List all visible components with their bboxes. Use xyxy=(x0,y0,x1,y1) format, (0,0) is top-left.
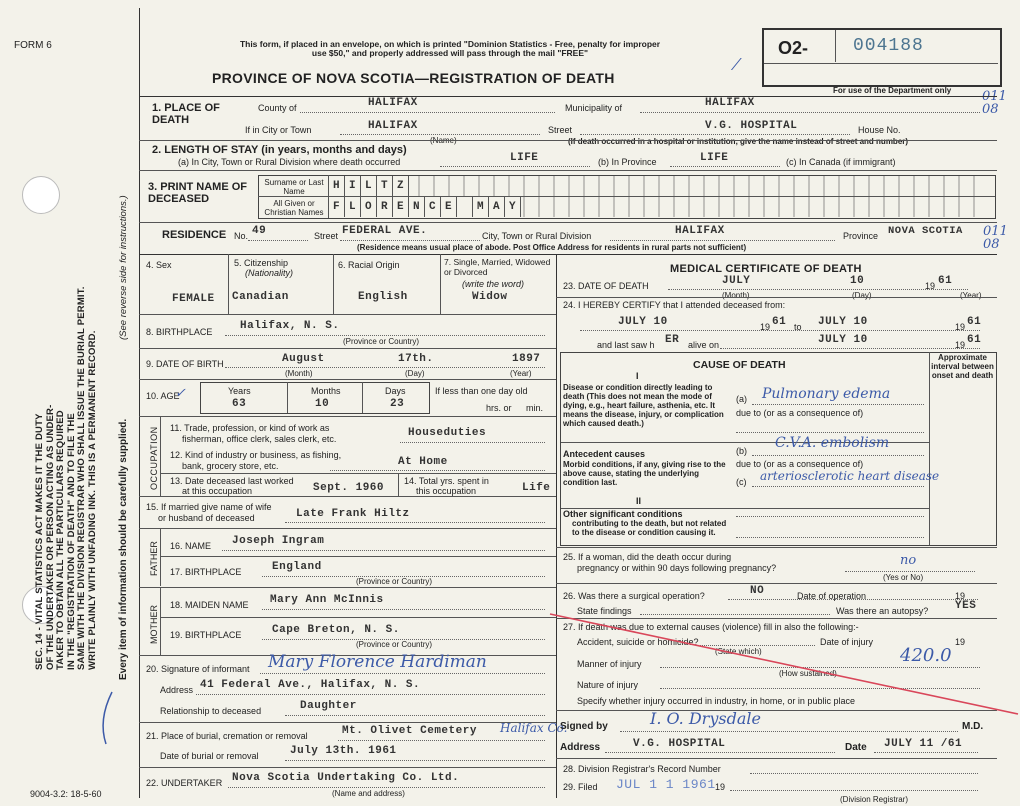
dob-year-sub: (Year) xyxy=(510,369,532,378)
min-label: min. xyxy=(526,403,544,413)
given-letter: Y xyxy=(505,197,521,217)
dept-use-label: For use of the Department only xyxy=(833,86,952,95)
q25-dots xyxy=(845,571,975,572)
reverse-side-note: (See reverse side for instructions.) xyxy=(118,195,129,340)
reg-number: 004188 xyxy=(853,36,924,56)
s2-title: 2. LENGTH OF STAY (in years, months and days) xyxy=(152,144,407,156)
days-value: 23 xyxy=(390,398,405,410)
q29-dots xyxy=(730,790,978,791)
rule-r-25 xyxy=(556,547,997,548)
q26-label: 26. Was there a surgical operation? xyxy=(563,591,705,601)
age-div2 xyxy=(362,382,363,413)
res-no-dots xyxy=(248,240,308,241)
rule-l-17 xyxy=(160,556,556,557)
burialdate-dots xyxy=(285,760,545,761)
stay-a-dots xyxy=(440,166,590,167)
given-letter: A xyxy=(489,197,505,217)
res-no-label: No. xyxy=(234,231,249,241)
street-label: Street xyxy=(548,125,573,135)
dob-year: 1897 xyxy=(512,353,541,365)
mname-label: 18. MAIDEN NAME xyxy=(170,600,249,610)
surname-letter: I xyxy=(345,176,361,196)
dod-label: 23. DATE OF DEATH xyxy=(563,281,649,291)
cause-c-value: arteriosclerotic heart disease xyxy=(760,469,940,483)
disease-label: Disease or condition directly leading to death (This does not mean the mode of dying, e.g., heart failure, asthenia, etc. It means the disease, injury, or complication which caused death.) xyxy=(563,383,724,428)
race-label: 6. Racial Origin xyxy=(338,260,400,270)
cod-title: CAUSE OF DEATH xyxy=(693,359,786,371)
street-dots xyxy=(580,134,850,135)
cit-sub: (Nationality) xyxy=(245,268,294,278)
relationship-value: Daughter xyxy=(300,700,357,712)
lastsaw-value: JULY 10 xyxy=(818,334,868,346)
sex-label: 4. Sex xyxy=(146,260,172,270)
q28-dots xyxy=(750,773,978,774)
res-no: 49 xyxy=(252,225,267,237)
city-dots xyxy=(340,134,540,135)
age-div1 xyxy=(287,382,288,413)
careful-note: Every item of information should be carefully supplied. xyxy=(118,418,129,680)
fbirth-sub: (Province or Country) xyxy=(356,577,433,586)
res-city-label: City, Town or Rural Division xyxy=(482,231,592,241)
roman-2: II xyxy=(636,496,642,506)
lastsaw-year-pre: 19 xyxy=(955,340,966,350)
form-id: FORM 6 xyxy=(14,40,52,51)
rule-l-22 xyxy=(139,767,556,768)
street-value: V.G. HOSPITAL xyxy=(705,120,798,132)
nature-label: Nature of injury xyxy=(577,680,639,690)
occ-div14 xyxy=(398,473,399,496)
undertaker-dots xyxy=(228,787,545,788)
med-title: MEDICAL CERTIFICATE OF DEATH xyxy=(670,263,862,275)
given-letter: M xyxy=(473,197,489,217)
given-letter: F xyxy=(329,197,345,217)
father-sidebar xyxy=(160,528,161,586)
birthplace-label: 8. BIRTHPLACE xyxy=(146,327,213,337)
sex-value: FEMALE xyxy=(172,293,215,305)
stay-a-value: LIFE xyxy=(510,152,539,164)
trade-value: Houseduties xyxy=(408,427,487,439)
injurydate-label: Date of injury xyxy=(820,637,874,647)
doc-address-value: V.G. HOSPITAL xyxy=(633,738,726,750)
rule-l-15 xyxy=(139,496,556,497)
undertaker-label: 22. UNDERTAKER xyxy=(146,778,223,788)
informant-signature: Mary Florence Hardiman xyxy=(268,652,487,672)
given-letter: N xyxy=(409,197,425,217)
s3-title: 3. PRINT NAME OF DECEASED xyxy=(148,181,248,205)
mbirth-value: Cape Breton, N. S. xyxy=(272,624,400,636)
cause-a-value: Pulmonary edema xyxy=(762,386,891,402)
mother-sidebar xyxy=(160,587,161,655)
doc-address-dots xyxy=(605,752,835,753)
lastworked-label: 13. Date deceased last worked xyxy=(170,476,294,486)
signed-label: Signed by xyxy=(560,721,608,732)
certify-label: 24. I HEREBY CERTIFY that I attended deceased from: xyxy=(563,300,786,310)
lastsaw-dots xyxy=(720,348,980,349)
dod-dots xyxy=(668,289,968,290)
dueto-a-dots xyxy=(736,432,924,433)
residence-marks: 011 08 xyxy=(983,224,1008,252)
burial-value: Mt. Olivet Cemetery xyxy=(342,725,477,737)
dept-marks: 011 08 xyxy=(982,89,1007,117)
left-border xyxy=(139,8,140,798)
undertaker-value: Nova Scotia Undertaking Co. Ltd. xyxy=(232,772,460,784)
rule-s3-top xyxy=(139,170,997,171)
fbirth-value: England xyxy=(272,561,322,573)
totalyrs-value: Life xyxy=(522,482,551,494)
attend-to: JULY 10 xyxy=(818,316,868,328)
cause-c-label: (c) xyxy=(736,477,747,487)
attend-to-year-pre: 19 xyxy=(955,322,966,332)
q25-value: no xyxy=(900,553,917,568)
cause-c-dots xyxy=(752,486,924,487)
trade-label2: fisherman, office clerk, sales clerk, etc. xyxy=(182,434,337,444)
county-dots xyxy=(300,112,555,113)
reg-divider xyxy=(835,30,836,62)
dueto-b-label: due to (or as a consequence of) xyxy=(736,459,864,469)
cit-value: Canadian xyxy=(232,291,289,303)
days-label: Days xyxy=(385,386,406,396)
signed-dots xyxy=(620,731,958,732)
given-letter: O xyxy=(361,197,377,217)
burialdate-value: July 13th. 1961 xyxy=(290,745,397,757)
marital-sub: (write the word) xyxy=(462,279,525,289)
res-note: (Residence means usual place of abode. Post Office Address for residents in rural parts not sufficient) xyxy=(357,243,747,252)
rule-l-mother xyxy=(139,587,556,588)
rule-l-occ xyxy=(139,416,556,417)
dob-month-sub: (Month) xyxy=(285,369,313,378)
statute-text: SEC. 14 - VITAL STATISTICS ACT MAKES IT THE DUTY OF THE UNDERTAKER OR PERSON ACTING AS UNDER- TAKER TO OBTAIN ALL THE PARTICULARS REQUIRED IN THE "REGISTRATION OF DEATH" AND TO FILE THE SAME WITH THE DIVISION REGISTRAR WHO SHALL ISSUE THE BURIAL PERMIT. WRITE PLAINLY WITH UNFADING INK. THIS IS A PERMANENT RECORD. xyxy=(34,286,98,670)
q26-dots xyxy=(728,599,978,600)
stay-b-value: LIFE xyxy=(700,152,729,164)
informant-dots xyxy=(260,673,545,674)
relationship-label: Relationship to deceased xyxy=(160,706,262,716)
industry-label: 12. Kind of industry or business, as fishing, xyxy=(170,450,342,460)
address-label: Address xyxy=(160,685,194,695)
mbirth-sub: (Province or Country) xyxy=(356,640,433,649)
red-strike-line xyxy=(540,610,1020,720)
address-value: 41 Federal Ave., Halifax, N. S. xyxy=(200,679,421,691)
rule-main-top xyxy=(139,254,997,255)
attend-from-year-pre: 19 xyxy=(760,322,771,332)
autopsy-value: YES xyxy=(955,600,977,612)
surname-letter: Z xyxy=(393,176,409,196)
fbirth-label: 17. BIRTHPLACE xyxy=(170,567,242,577)
birthplace-dots xyxy=(225,335,545,336)
dod-year-pre: 19 xyxy=(925,281,936,291)
industry-value: At Home xyxy=(398,456,448,468)
totalyrs-label: 14. Total yrs. spent in xyxy=(404,476,489,486)
injurydate-pre: 19 xyxy=(955,637,966,647)
reg-prefix: O2- xyxy=(778,38,809,58)
marital-label: 7. Single, Married, Widowed or Divorced xyxy=(444,257,551,277)
industry-label2: bank, grocery store, etc. xyxy=(182,461,279,471)
tick-mark: ⁄ xyxy=(735,55,738,74)
years-value: 63 xyxy=(232,398,247,410)
other-dots2 xyxy=(736,537,924,538)
years-label: Years xyxy=(228,386,251,396)
date-dots xyxy=(874,752,978,753)
dod-month: JULY xyxy=(722,275,751,287)
lastsaw-her: ER xyxy=(665,334,680,346)
surname-letter: H xyxy=(329,176,345,196)
burial-label: 21. Place of burial, cremation or removal xyxy=(146,731,308,741)
spouse-dots xyxy=(285,522,545,523)
interval-label: Approximate interval between onset and death xyxy=(931,353,994,380)
residence-label: RESIDENCE xyxy=(162,229,227,241)
q28-label: 28. Division Registrar's Record Number xyxy=(563,764,721,774)
howsustained-sub: (How sustained) xyxy=(779,669,837,678)
trade-dots xyxy=(400,442,545,443)
given-letter: L xyxy=(345,197,361,217)
other-dots1 xyxy=(736,516,924,517)
marital-value: Widow xyxy=(472,291,508,303)
mname-value: Mary Ann McInnis xyxy=(270,594,384,606)
s1-title: 1. PLACE OF DEATH xyxy=(152,102,220,126)
yesno-sub: (Yes or No) xyxy=(883,573,924,582)
res-street-label: Street xyxy=(314,231,339,241)
q26-value: NO xyxy=(750,585,765,597)
dob-day-sub: (Day) xyxy=(405,369,425,378)
spouse-label: 15. If married give name of wife xyxy=(146,502,272,512)
cause-b-value: C.V.A. embolism xyxy=(775,435,890,451)
cause-b-label: (b) xyxy=(736,446,747,456)
city-name-sub: (Name) xyxy=(430,136,457,145)
father-label: FATHER xyxy=(149,541,159,576)
hospital-note: (If death occurred in a hospital or institution, give the name instead of street and number) xyxy=(568,137,909,146)
l-div3 xyxy=(440,254,441,314)
mbirth-label: 19. BIRTHPLACE xyxy=(170,630,242,640)
house-label: House No. xyxy=(858,125,901,135)
antecedent-desc: Morbid conditions, if any, giving rise to the above cause, stating the underlying condition last. xyxy=(563,460,726,487)
municipality-label: Municipality of xyxy=(565,103,623,113)
industry-dots xyxy=(330,470,545,471)
rule-l-13 xyxy=(160,473,556,474)
age-label: 10. AGE xyxy=(146,391,180,401)
race-value: English xyxy=(358,291,408,303)
doc-address-label: Address xyxy=(560,742,601,753)
md-label: M.D. xyxy=(962,721,984,732)
rule-l-10 xyxy=(139,379,556,380)
footer-code: 9004-3.2: 18-5-60 xyxy=(30,789,102,799)
hrs-label: hrs. or xyxy=(486,403,512,413)
cause-a-label: (a) xyxy=(736,394,747,404)
given-letter: R xyxy=(377,197,393,217)
cause-interval-div xyxy=(929,352,930,545)
dod-month-sub: (Month) xyxy=(722,291,750,300)
age-mark: ✓ xyxy=(175,386,186,401)
divreg-sub: (Division Registrar) xyxy=(840,795,909,804)
res-street: FEDERAL AVE. xyxy=(342,225,428,237)
birthplace-value: Halifax, N. S. xyxy=(240,320,340,332)
surname-label: Surname or Last Name xyxy=(264,178,324,196)
dob-label: 9. DATE OF BIRTH xyxy=(146,359,224,369)
given-letter: E xyxy=(393,197,409,217)
date-label: Date xyxy=(845,742,867,753)
res-city-dots xyxy=(610,240,835,241)
attend-from-year: 61 xyxy=(772,316,787,328)
header-note: This form, if placed in an envelope, on which is printed "Dominion Statistics - Free, penalty for improper use $50," and properly addressed will pass through the mail "FREE" xyxy=(239,39,661,58)
birthplace-sub: (Province or Country) xyxy=(343,337,420,346)
cause-b-dots xyxy=(752,455,924,456)
punch-hole-top xyxy=(22,176,60,214)
q29-label: 29. Filed xyxy=(563,782,598,792)
other-label: Other significant conditions xyxy=(563,509,683,519)
spouse-value: Late Frank Hiltz xyxy=(296,508,410,520)
lastworked-label2: at this occupation xyxy=(182,486,253,496)
other-desc: contributing to the death, but not related to the disease or condition causing it. xyxy=(572,519,727,537)
burialdate-label: Date of burial or removal xyxy=(160,751,259,761)
municipality-dots xyxy=(640,112,980,113)
physician-signature: I. O. Drysdale xyxy=(650,709,761,728)
rule-s2-top xyxy=(139,140,997,141)
mname-dots xyxy=(262,609,545,610)
attend-to-year: 61 xyxy=(967,316,982,328)
rule-l-9 xyxy=(139,348,556,349)
accident-label: Accident, suicide or homicide? xyxy=(577,637,699,647)
county-label: County of xyxy=(258,103,297,113)
q27-label: 27. If death was due to external causes (violence) fill in also the following:- xyxy=(563,622,859,632)
fname-value: Joseph Ingram xyxy=(232,535,325,547)
mother-label: MOTHER xyxy=(149,605,159,644)
stay-a-label: (a) In City, Town or Rural Division where death occurred xyxy=(178,157,401,167)
lessday-label: If less than one day old xyxy=(435,386,528,396)
burial-dots xyxy=(338,740,545,741)
given-letter: E xyxy=(441,197,457,217)
lastsaw-label: and last saw h xyxy=(597,340,655,350)
dueto-a-label: due to (or as a consequence of) xyxy=(736,408,864,418)
form-title: PROVINCE OF NOVA SCOTIA—REGISTRATION OF DEATH xyxy=(212,70,615,86)
burial-hand: Halifax Co. xyxy=(500,721,568,735)
dod-day-sub: (Day) xyxy=(852,291,872,300)
rule-l-21 xyxy=(139,722,556,723)
statewhich-sub: (State which) xyxy=(715,647,762,656)
findings-label: State findings xyxy=(577,606,632,616)
months-value: 10 xyxy=(315,398,330,410)
trade-label: 11. Trade, profession, or kind of work as xyxy=(170,423,330,433)
opdate-pre: 19 xyxy=(955,591,966,601)
specify-label: Specify whether injury occurred in industry, in home, or in public place xyxy=(577,696,855,706)
dod-year-sub: (Year) xyxy=(960,291,982,300)
undertaker-sub: (Name and address) xyxy=(332,789,405,798)
rule-l-8 xyxy=(139,314,556,315)
attend-dots xyxy=(580,330,980,331)
attend-to-label: to xyxy=(794,322,802,332)
relationship-dots xyxy=(285,715,545,716)
opdate-label: Date of operation xyxy=(797,591,867,601)
occ-sidebar xyxy=(160,416,161,496)
manner-label: Manner of injury xyxy=(577,659,642,669)
l-div2 xyxy=(333,254,334,314)
months-label: Months xyxy=(311,386,341,396)
stay-b-dots xyxy=(670,166,780,167)
rule-l-19 xyxy=(160,617,556,618)
res-province: NOVA SCOTIA xyxy=(888,225,963,237)
rule-res-top xyxy=(139,222,997,223)
address-dots xyxy=(196,694,545,695)
county-value: HALIFAX xyxy=(368,97,418,109)
dob-day: 17th. xyxy=(398,353,434,365)
rule-r-24 xyxy=(556,297,997,298)
occupation-label: OCCUPATION xyxy=(149,426,159,490)
res-city: HALIFAX xyxy=(675,225,725,237)
dod-day: 10 xyxy=(850,275,865,287)
antecedent-label: Antecedent causes xyxy=(563,449,646,459)
autopsy-label: Was there an autopsy? xyxy=(836,606,929,616)
fname-dots xyxy=(222,550,545,551)
informant-label: 20. Signature of informant xyxy=(146,664,250,674)
surname-letter: L xyxy=(361,176,377,196)
fname-label: 16. NAME xyxy=(170,541,212,551)
checkmark-stroke xyxy=(90,690,120,750)
lastsaw-year: 61 xyxy=(967,334,982,346)
dob-dots xyxy=(225,367,545,368)
attend-from: JULY 10 xyxy=(618,316,668,328)
q25-label2: pregnancy or within 90 days following pregnancy? xyxy=(577,563,777,573)
rule-r-28 xyxy=(556,758,997,759)
surname-letter: T xyxy=(377,176,393,196)
res-street-dots xyxy=(340,240,480,241)
rule-l-father xyxy=(139,528,556,529)
dob-month: August xyxy=(282,353,325,365)
lastworked-value: Sept. 1960 xyxy=(313,482,385,494)
q25-label: 25. If a woman, did the death occur during xyxy=(563,552,732,562)
reg-underline xyxy=(764,63,998,64)
cit-label: 5. Citizenship xyxy=(234,258,289,268)
stay-c-label: (c) In Canada (if immigrant) xyxy=(786,157,896,167)
city-value: HALIFAX xyxy=(368,120,418,132)
cause-a-dots xyxy=(752,404,924,405)
municipality-value: HALIFAX xyxy=(705,97,755,109)
dod-year: 61 xyxy=(938,275,953,287)
filed-stamp: JUL 1 1 1961 xyxy=(616,777,716,792)
l-div1 xyxy=(228,254,229,314)
rule-s1-top xyxy=(139,96,997,97)
totalyrs-label2: this occupation xyxy=(416,486,477,496)
alive-label: alive on xyxy=(688,340,720,350)
classification-code: 420.0 xyxy=(900,645,952,666)
city-label: If in City or Town xyxy=(245,125,312,135)
filed-pre: 19 xyxy=(715,782,726,792)
given-label: All Given or Christian Names xyxy=(264,199,324,217)
rule-r-26 xyxy=(556,583,997,584)
roman-1: I xyxy=(636,371,639,381)
date-value: JULY 11 /61 xyxy=(884,738,963,750)
given-letter: C xyxy=(425,197,441,217)
stay-b-label: (b) In Province xyxy=(598,157,657,167)
name-grid-ticks xyxy=(329,176,995,217)
spouse-label2: or husband of deceased xyxy=(158,513,255,523)
res-province-label: Province xyxy=(843,231,879,241)
